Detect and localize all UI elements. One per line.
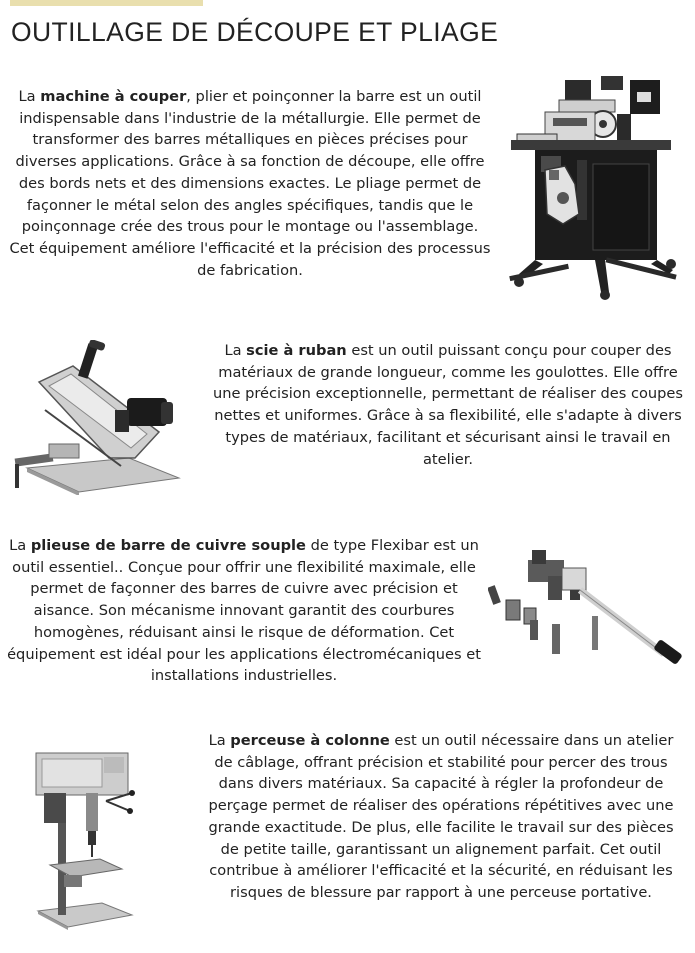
paragraph-intro: La xyxy=(224,342,247,359)
accent-bar xyxy=(10,0,203,6)
term-scie-a-ruban: scie à ruban xyxy=(246,342,347,359)
page-title: OUTILLAGE DE DÉCOUPE ET PLIAGE xyxy=(11,17,499,47)
paragraph-text: de type Flexibar est un outil essentiel.. Conçue pour offrir une flexibilité maximale, elle permet de façonner des barres de cuivre avec précision et aisance. Son mécanisme innovant garantit des courbures homogènes, réduisant ainsi le risque de déformation. Cet équipement est idéal pour les applications électromécaniques et installations industrielles. xyxy=(7,537,481,685)
paragraph-text: , plier et poinçonner la barre est un outil indispensable dans l'industrie de la métallurgie. Elle permet de transformer des barres métalliques en pièces précises pour diverses applications. Grâce à sa fonction de découpe, elle offre des bords nets et des dimensions exactes. Le pliage permet de façonner le métal selon des angles spécifiques, tandis que le poinçonnage crée des trous pour le montage ou l'assemblage. Cet équipement améliore l'efficacité et la précision des processus de fabrication. xyxy=(9,88,491,279)
term-plieuse: plieuse de barre de cuivre souple xyxy=(30,537,306,554)
busbar-machine-icon xyxy=(505,74,683,302)
drill-press-icon xyxy=(20,745,136,930)
section-paragraph-bender xyxy=(7,535,481,687)
paragraph-text: est un outil nécessaire dans un atelier de câblage, offrant précision et stabilité pour percer des trous dans divers matériaux. Sa capacité à régler la profondeur de perçage permet de réaliser des opérations répétitives avec une grande exactitude. De plus, elle facilite le travail sur des pièces de petite taille, garantissant un alignement parfait. Cet outil contribue à améliorer l'efficacité et la sécurité, en réduisant les risques de blessure par rapport à une perceuse portative. xyxy=(208,732,674,901)
paragraph-text: est un outil puissant conçu pour couper des matériaux de grande longueur, comme les goulottes. Elle offre une précision exceptionnelle, permettant de réaliser des coupes nettes et uniformes. Grâce à sa flexibilité, elle s'adapte à divers types de matériaux, facilitant et sécurisant ainsi le travail en atelier. xyxy=(212,342,684,468)
section-paragraph-drill-press xyxy=(200,730,682,904)
paragraph-intro: La xyxy=(9,537,31,554)
band-saw-icon xyxy=(9,340,184,495)
term-machine-a-couper: machine à couper xyxy=(40,88,187,105)
section-paragraph-busbar-machine xyxy=(8,86,492,281)
paragraph-intro: La xyxy=(208,732,231,749)
section-paragraph-band-saw xyxy=(207,340,689,470)
term-perceuse-a-colonne: perceuse à colonne xyxy=(230,732,390,749)
bender-tool-icon xyxy=(488,546,688,674)
paragraph-intro: La xyxy=(18,88,41,105)
